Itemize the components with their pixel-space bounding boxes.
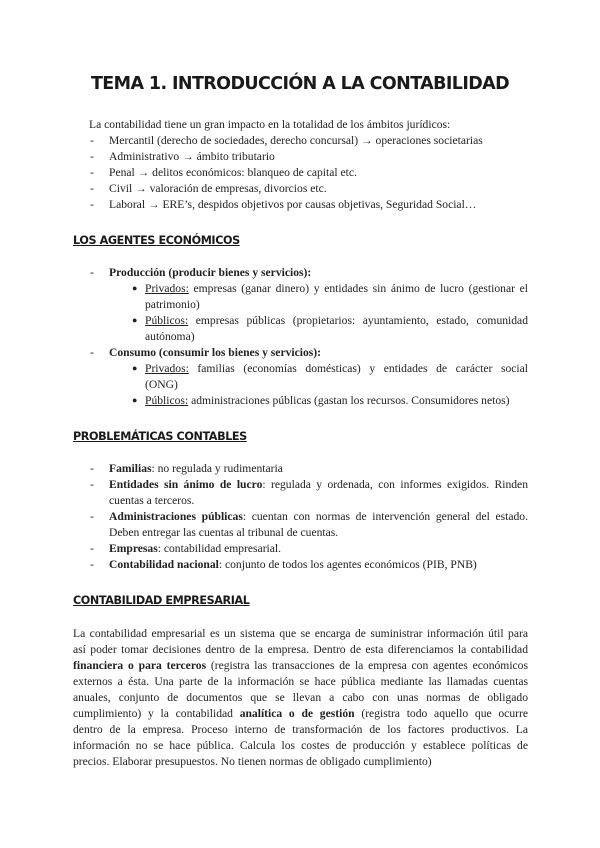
- paragraph-line: financiera o para terceros (registra las transacciones de la empresa con agentes económicos: [73, 659, 528, 672]
- list-item: Públicos: administraciones públicas (gastan los recursos. Consumidores netos): [145, 394, 510, 407]
- list-item: Laboral → ERE’s, despidos objetivos por causas objetivas, Seguridad Social…: [109, 198, 477, 211]
- paragraph-line: externos a ésta. Una parte de la información se hace pública mediante las llamadas cuentas: [73, 675, 528, 688]
- list-item-continuation: cuentas a terceros.: [109, 494, 195, 507]
- dash-bullet: -: [90, 346, 94, 359]
- list-item: Administraciones públicas: cuentan con normas de intervención general del estado.: [109, 510, 528, 523]
- paragraph-line: cumplimiento) y la contabilidad analítica o de gestión (registra todo aquello que ocurre: [73, 707, 528, 720]
- dash-bullet: -: [90, 510, 94, 523]
- paragraph-line: precios. Elaborar presupuestos. No tienen normas de obligado cumplimiento): [73, 755, 432, 768]
- paragraph-line: anuales, conjunto de documentos que se llevan a cabo con unas normas de obligado: [73, 691, 528, 704]
- list-item: Privados: empresas (ganar dinero) y entidades sin ánimo de lucro (gestionar el: [145, 282, 528, 295]
- paragraph-line: información no se hace pública. Calcula los costes de producción y establece políticas de: [73, 739, 528, 752]
- paragraph-line: dentro de la empresa. Proceso interno de transformación de los factores productivos. La: [73, 723, 528, 736]
- dot-bullet: ●: [132, 363, 138, 373]
- agentes-produccion: Producción (producir bienes y servicios):: [109, 266, 312, 279]
- list-item: Mercantil (derecho de sociedades, derecho concursal) → operaciones societarias: [109, 134, 483, 147]
- dash-bullet: -: [90, 198, 94, 211]
- list-item-continuation: patrimonio): [145, 298, 200, 311]
- section-heading-empresarial: CONTABILIDAD EMPRESARIAL: [73, 594, 250, 607]
- list-item: Entidades sin ánimo de lucro: regulada y ordenada, con informes exigidos. Rinden: [109, 478, 529, 491]
- list-item-continuation: Deben entregar las cuentas al tribunal de cuentas.: [109, 526, 339, 539]
- list-item-continuation: autónoma): [145, 330, 195, 343]
- dot-bullet: ●: [132, 395, 138, 405]
- paragraph-line: La contabilidad empresarial es un sistema que se encarga de suministrar información útil para: [73, 627, 528, 640]
- list-item: Empresas: contabilidad empresarial.: [109, 542, 282, 555]
- dot-bullet: ●: [132, 315, 138, 325]
- intro-text: La contabilidad tiene un gran impacto en la totalidad de los ámbitos jurídicos:: [89, 118, 451, 131]
- list-item: Civil → valoración de empresas, divorcios etc.: [109, 182, 327, 195]
- list-item: Privados: familias (economías domésticas) y entidades de carácter social: [145, 362, 528, 375]
- dash-bullet: -: [90, 134, 94, 147]
- list-item-continuation: (ONG): [145, 378, 178, 391]
- page-title: TEMA 1. INTRODUCCIÓN A LA CONTABILIDAD: [90, 74, 510, 94]
- list-item: Familias: no regulada y rudimentaria: [109, 462, 283, 475]
- list-item: Públicos: empresas públicas (propietarios: ayuntamiento, estado, comunidad: [145, 314, 528, 327]
- dot-bullet: ●: [132, 283, 138, 293]
- list-item: Contabilidad nacional: conjunto de todos los agentes económicos (PIB, PNB): [109, 558, 477, 571]
- dash-bullet: -: [90, 542, 94, 555]
- paragraph-line: así poder tomar decisiones dentro de la empresa. Dentro de esta diferenciamos la contabilidad: [73, 643, 528, 656]
- dash-bullet: -: [90, 266, 94, 279]
- section-heading-problematicas: PROBLEMÁTICAS CONTABLES: [73, 430, 247, 443]
- dash-bullet: -: [90, 182, 94, 195]
- dash-bullet: -: [90, 166, 94, 179]
- section-heading-agentes: LOS AGENTES ECONÓMICOS: [73, 234, 240, 247]
- dash-bullet: -: [90, 478, 94, 491]
- dash-bullet: -: [90, 558, 94, 571]
- list-item: Penal → delitos económicos: blanqueo de capital etc.: [109, 166, 357, 179]
- list-item: Administrativo → ámbito tributario: [109, 150, 275, 163]
- agentes-consumo: Consumo (consumir los bienes y servicios):: [109, 346, 322, 359]
- dash-bullet: -: [90, 462, 94, 475]
- dash-bullet: -: [90, 150, 94, 163]
